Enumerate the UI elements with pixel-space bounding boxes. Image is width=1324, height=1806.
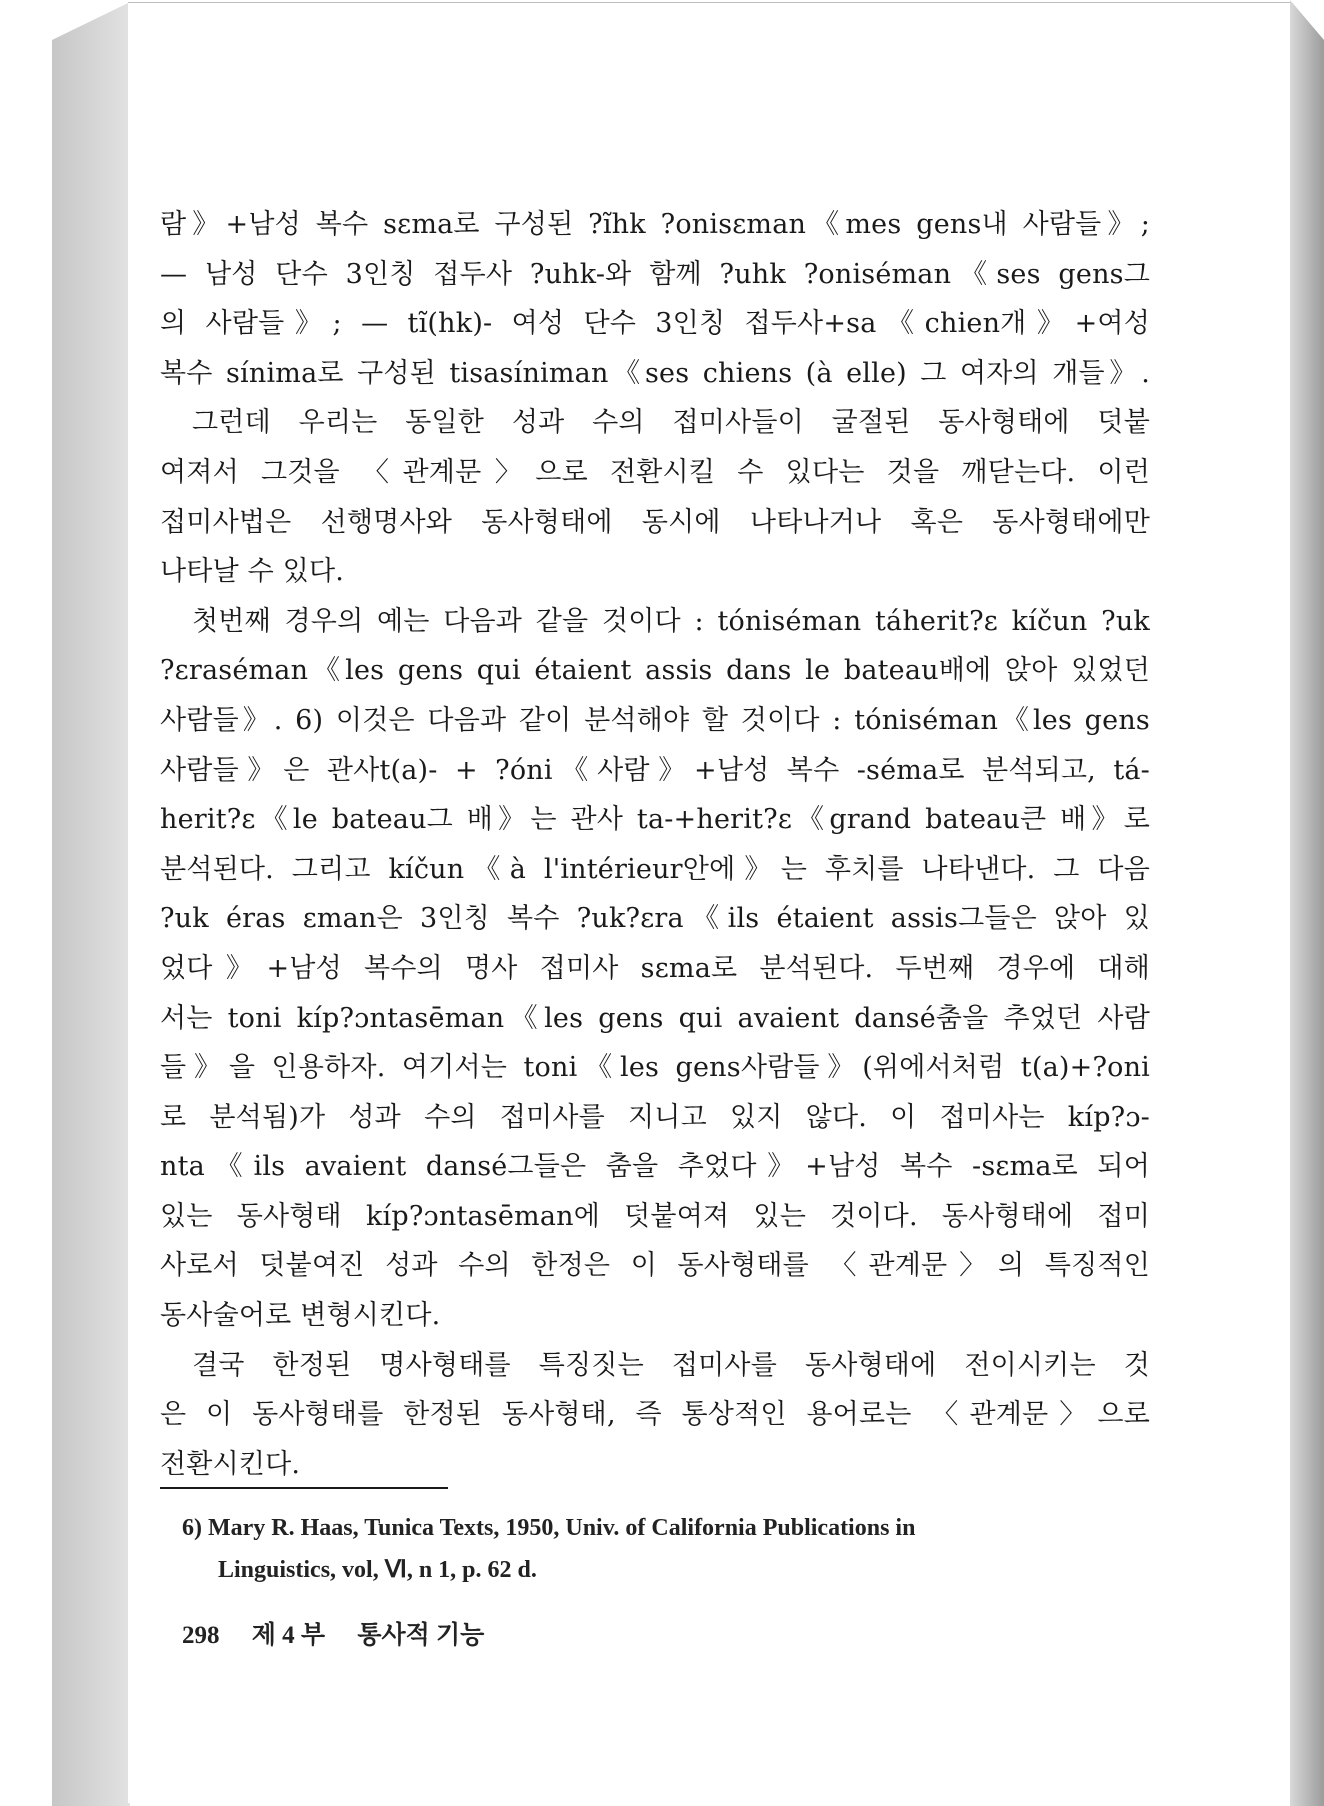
body-line: nta《ils avaient dansé그들은 춤을 추었다》+남성 복수 -sεma로 되어: [160, 1151, 1150, 1183]
page-footer: [182, 1616, 510, 1656]
body-line: 분석된다. 그리고 kíčun《à l'intérieur안에》는 후치를 나타낸다. 그 다음: [160, 853, 1150, 885]
body-line: 었다》+남성 복수의 명사 접미사 sεma로 분석된다. 두번째 경우에 대해: [160, 952, 1150, 984]
body-line: 들》을 인용하자. 여기서는 toni《les gens사람들》(위에서처럼 t(a)+?oni: [160, 1052, 1150, 1084]
body-line: 사로서 덧붙여진 성과 수의 한정은 이 동사형태를 〈관계문〉의 특징적인: [160, 1250, 1150, 1282]
body-line: 여져서 그것을 〈관계문〉으로 전환시킬 수 있다는 것을 깨닫는다. 이런: [160, 456, 1150, 488]
footnote: [160, 1507, 1150, 1591]
page-number: 298: [182, 1622, 220, 1649]
body-line: ?εraséman《les gens qui étaient assis dans le bateau배에 앉아 있었던: [160, 655, 1150, 687]
body-line: 나타날 수 있다.: [160, 556, 345, 588]
body-line: 복수 sínima로 구성된 tisasíniman《ses chiens (à elle) 그 여자의 개들》.: [160, 357, 1150, 389]
body-line: 사람들》은 관사t(a)- + ?óni《사람》+남성 복수 -séma로 분석되고, tá-: [160, 754, 1150, 786]
body-line: 서는 toni kíp?ɔntasēman《les gens qui avaient dansé춤을 추었던 사람: [160, 1002, 1150, 1034]
body-line: 그런데 우리는 동일한 성과 수의 접미사들이 굴절된 동사형태에 덧붙: [192, 407, 1150, 439]
body-line: 은 이 동사형태를 한정된 동사형태, 즉 통상적인 용어로는 〈관계문〉으로: [160, 1399, 1150, 1431]
body-line: 의 사람들》; — tĩ(hk)- 여성 단수 3인칭 접두사+sa《chien개》+여성: [160, 308, 1150, 340]
body-line: 동사술어로 변형시킨다.: [160, 1300, 441, 1332]
body-line: 로 분석됨)가 성과 수의 접미사를 지니고 있지 않다. 이 접미사는 kíp?ɔ-: [160, 1101, 1150, 1133]
body-line: 람》+남성 복수 sεma로 구성된 ?ĩhk ?onisεman《mes gens내 사람들》;: [160, 209, 1150, 240]
footnote-rule: [160, 1487, 448, 1489]
body-text: [160, 200, 1150, 1489]
body-line: — 남성 단수 3인칭 접두사 ?uhk-와 함께 ?uhk ?oniséman《ses gens그: [160, 258, 1150, 290]
body-line: 결국 한정된 명사형태를 특징짓는 접미사를 동사형태에 전이시키는 것: [192, 1349, 1150, 1381]
footnote-line-2: Linguistics, vol, Ⅵ, n 1, p. 62 d.: [218, 1557, 537, 1583]
body-line: 첫번째 경우의 예는 다음과 같을 것이다 : tóniséman táherit?ε kíčun ?uk: [192, 605, 1150, 637]
body-line: herit?ε《le bateau그 배》는 관사 ta-+herit?ε《grand bateau큰 배》로: [160, 804, 1150, 836]
body-line: 접미사법은 선행명사와 동사형태에 동시에 나타나거나 혹은 동사형태에만: [160, 506, 1150, 538]
body-line: 있는 동사형태 kíp?ɔntasēman에 덧붙여져 있는 것이다. 동사형태에 접미: [160, 1200, 1150, 1232]
body-line: 전환시킨다.: [160, 1448, 301, 1480]
book-edge-left: [0, 0, 130, 1806]
book-edge-right: [1290, 0, 1324, 1806]
part-label: 제 4 부: [251, 1622, 326, 1649]
body-line: ?uk éras εman은 3인칭 복수 ?uk?εra《ils étaient assis그들은 앉아 있: [160, 903, 1150, 935]
body-line: 사람들》. 6) 이것은 다음과 같이 분석해야 할 것이다 : tóniséman《les gens: [160, 704, 1150, 736]
footnote-line-1: 6) Mary R. Haas, Tunica Texts, 1950, Univ. of California Publications in: [182, 1515, 916, 1541]
section-label: 통사적 기능: [357, 1622, 485, 1649]
